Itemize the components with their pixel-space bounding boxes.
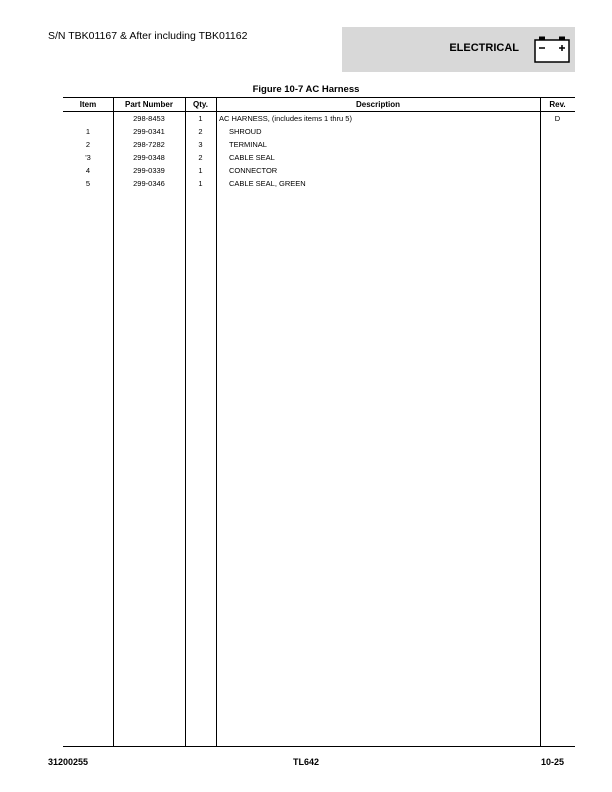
table-row xyxy=(63,166,575,179)
item-number: 4 xyxy=(85,166,91,175)
quantity: 1 xyxy=(198,114,203,123)
column-header-qty: Qty. xyxy=(193,100,208,109)
column-header-part-number: Part Number xyxy=(124,100,173,109)
description: CABLE SEAL, GREEN xyxy=(229,179,306,188)
section-header xyxy=(342,27,575,72)
quantity: 2 xyxy=(198,153,203,162)
quantity: 1 xyxy=(198,179,203,188)
column-divider xyxy=(540,98,541,746)
battery-icon xyxy=(534,35,570,63)
column-header-item: Item xyxy=(79,100,97,109)
quantity: 1 xyxy=(198,166,203,175)
part-number: 299-0341 xyxy=(133,127,165,136)
table-row xyxy=(63,153,575,166)
item-number: 1 xyxy=(85,127,91,136)
column-header-rev: Rev. xyxy=(549,100,566,109)
part-number: 299-0346 xyxy=(133,179,165,188)
description: TERMINAL xyxy=(229,140,267,149)
description: CABLE SEAL xyxy=(229,153,275,162)
description: CONNECTOR xyxy=(229,166,278,175)
table-row xyxy=(63,127,575,140)
serial-number-note: S/N TBK01167 & After including TBK01162 xyxy=(48,30,248,42)
column-header-description: Description xyxy=(355,100,400,109)
part-number: 299-0348 xyxy=(133,153,165,162)
section-title: ELECTRICAL xyxy=(449,42,519,54)
column-divider xyxy=(113,98,114,746)
part-number: 298-8453 xyxy=(133,114,165,123)
part-number: 299-0339 xyxy=(133,166,165,175)
model-number: TL642 xyxy=(292,757,319,767)
item-number: 5 xyxy=(85,179,91,188)
column-divider xyxy=(216,98,217,746)
column-divider xyxy=(185,98,186,746)
document-number: 31200255 xyxy=(48,757,89,767)
description: SHROUD xyxy=(229,127,262,136)
page-number: 10-25 xyxy=(540,757,564,767)
part-number: 298-7282 xyxy=(133,140,165,149)
table-row xyxy=(63,114,575,127)
figure-title: Figure 10-7 AC Harness xyxy=(252,84,360,95)
quantity: 2 xyxy=(198,127,203,136)
item-number: '3 xyxy=(85,153,91,162)
table-row xyxy=(63,140,575,153)
quantity: 3 xyxy=(198,140,203,149)
table-header xyxy=(63,98,575,112)
description: AC HARNESS, (includes items 1 thru 5) xyxy=(219,114,352,123)
revision: D xyxy=(554,114,561,123)
item-number: 2 xyxy=(85,140,91,149)
parts-table xyxy=(63,97,575,747)
table-row xyxy=(63,179,575,192)
